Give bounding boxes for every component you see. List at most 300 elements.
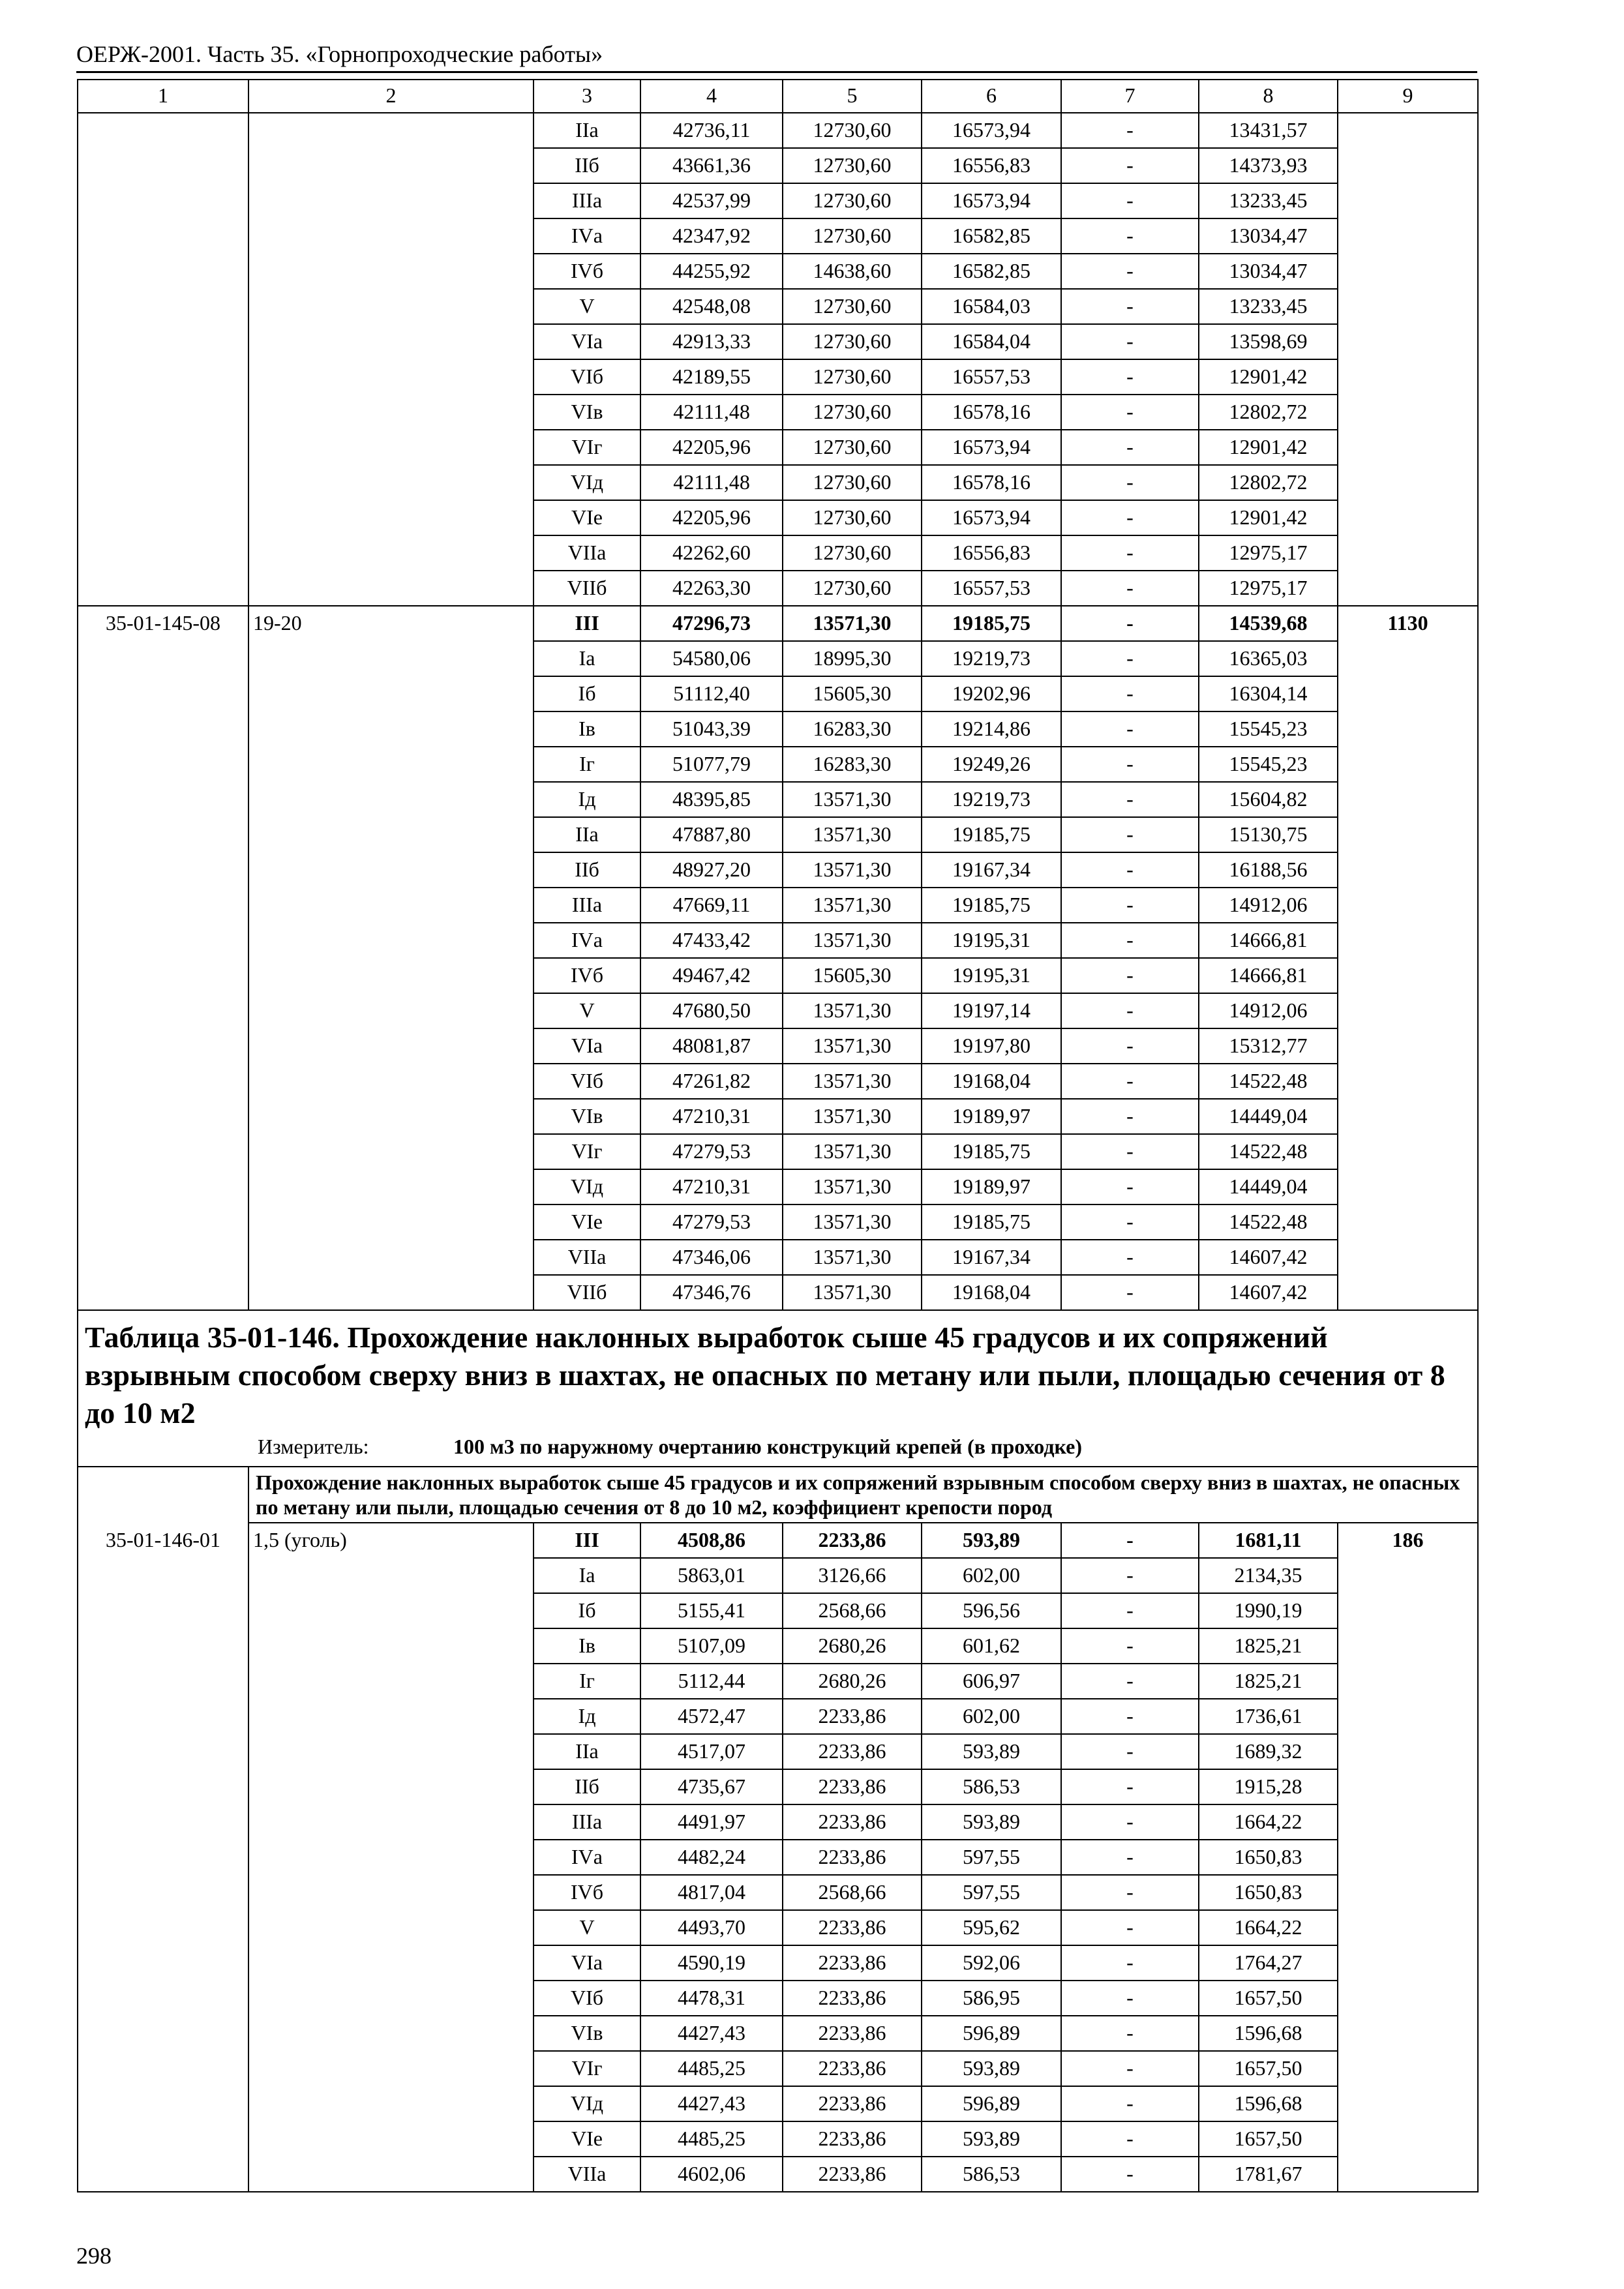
extra-cell bbox=[1338, 1204, 1478, 1240]
table-row bbox=[78, 1699, 1478, 1734]
value-cell: 1736,61 bbox=[1199, 1699, 1338, 1734]
extra-cell bbox=[1338, 676, 1478, 711]
value-cell: - bbox=[1061, 1558, 1199, 1593]
zone-cell: IIа bbox=[534, 113, 640, 148]
value-cell: 42263,30 bbox=[640, 571, 783, 606]
value-cell: - bbox=[1061, 1699, 1199, 1734]
value-cell: 14522,48 bbox=[1199, 1064, 1338, 1099]
extra-cell bbox=[1338, 218, 1478, 254]
value-cell: - bbox=[1061, 1840, 1199, 1875]
code-cell bbox=[78, 2086, 248, 2121]
param-cell bbox=[248, 1134, 534, 1169]
value-cell: 4602,06 bbox=[640, 2157, 783, 2192]
measure-value: 100 м3 по наружному очертанию конструкций крепей (в проходке) bbox=[453, 1435, 1083, 1458]
param-cell bbox=[248, 1028, 534, 1064]
value-cell: 19195,31 bbox=[922, 958, 1061, 993]
value-cell: - bbox=[1061, 1064, 1199, 1099]
table-row bbox=[78, 1240, 1478, 1275]
zone-cell: IIа bbox=[534, 1734, 640, 1769]
code-cell bbox=[78, 1028, 248, 1064]
extra-cell bbox=[1338, 1134, 1478, 1169]
param-cell bbox=[248, 641, 534, 676]
value-cell: 13571,30 bbox=[783, 993, 922, 1028]
zone-cell: IIIа bbox=[534, 1804, 640, 1840]
table-row bbox=[78, 2086, 1478, 2121]
value-cell: 5863,01 bbox=[640, 1558, 783, 1593]
value-cell: - bbox=[1061, 1134, 1199, 1169]
extra-cell bbox=[1338, 1169, 1478, 1204]
value-cell: - bbox=[1061, 817, 1199, 852]
value-cell: - bbox=[1061, 500, 1199, 535]
value-cell: 12730,60 bbox=[783, 324, 922, 359]
value-cell: 16283,30 bbox=[783, 711, 922, 747]
value-cell: 12730,60 bbox=[783, 359, 922, 395]
value-cell: 1689,32 bbox=[1199, 1734, 1338, 1769]
extra-cell bbox=[1338, 2051, 1478, 2086]
code-cell bbox=[78, 1169, 248, 1204]
value-cell: 2680,26 bbox=[783, 1628, 922, 1664]
value-cell: 597,55 bbox=[922, 1875, 1061, 1910]
value-cell: 16578,16 bbox=[922, 465, 1061, 500]
code-cell bbox=[78, 1134, 248, 1169]
table-row bbox=[78, 2157, 1478, 2192]
param-cell bbox=[248, 1169, 534, 1204]
value-cell: - bbox=[1061, 148, 1199, 183]
value-cell: 5107,09 bbox=[640, 1628, 783, 1664]
value-cell: 2680,26 bbox=[783, 1664, 922, 1699]
value-cell: - bbox=[1061, 535, 1199, 571]
rates-table bbox=[77, 79, 1479, 2192]
value-cell: 15604,82 bbox=[1199, 782, 1338, 817]
value-cell: 49467,42 bbox=[640, 958, 783, 993]
value-cell: 13571,30 bbox=[783, 1028, 922, 1064]
extra-cell bbox=[1338, 1981, 1478, 2016]
table-row bbox=[78, 1523, 1478, 1558]
value-cell: 1781,67 bbox=[1199, 2157, 1338, 2192]
table-row bbox=[78, 465, 1478, 500]
param-cell bbox=[248, 1204, 534, 1240]
param-cell bbox=[248, 1734, 534, 1769]
param-cell bbox=[248, 289, 534, 324]
table-row bbox=[78, 148, 1478, 183]
param-cell bbox=[248, 2121, 534, 2157]
value-cell: 16556,83 bbox=[922, 535, 1061, 571]
table-row bbox=[78, 395, 1478, 430]
value-cell: - bbox=[1061, 923, 1199, 958]
table-row bbox=[78, 958, 1478, 993]
code-cell bbox=[78, 113, 248, 148]
table-row bbox=[78, 289, 1478, 324]
zone-cell: VIг bbox=[534, 2051, 640, 2086]
table-row bbox=[78, 888, 1478, 923]
extra-cell bbox=[1338, 888, 1478, 923]
value-cell: - bbox=[1061, 1169, 1199, 1204]
param-cell bbox=[248, 1769, 534, 1804]
value-cell: 593,89 bbox=[922, 1734, 1061, 1769]
value-cell: 16584,03 bbox=[922, 289, 1061, 324]
table-row bbox=[78, 2051, 1478, 2086]
table-row bbox=[78, 1734, 1478, 1769]
value-cell: 13571,30 bbox=[783, 817, 922, 852]
zone-cell: VIIа bbox=[534, 2157, 640, 2192]
value-cell: 16578,16 bbox=[922, 395, 1061, 430]
value-cell: 14666,81 bbox=[1199, 958, 1338, 993]
zone-cell: VIд bbox=[534, 2086, 640, 2121]
param-cell bbox=[248, 747, 534, 782]
extra-cell bbox=[1338, 324, 1478, 359]
table-row bbox=[78, 2121, 1478, 2157]
table-row bbox=[78, 1204, 1478, 1240]
value-cell: 14912,06 bbox=[1199, 888, 1338, 923]
value-cell: 1825,21 bbox=[1199, 1628, 1338, 1664]
page-number: 298 bbox=[76, 2243, 112, 2269]
code-cell bbox=[78, 2051, 248, 2086]
value-cell: 16573,94 bbox=[922, 183, 1061, 218]
extra-cell bbox=[1338, 852, 1478, 888]
value-cell: 12975,17 bbox=[1199, 571, 1338, 606]
value-cell: 13233,45 bbox=[1199, 183, 1338, 218]
value-cell: 51043,39 bbox=[640, 711, 783, 747]
table-row bbox=[78, 2016, 1478, 2051]
table-row bbox=[78, 218, 1478, 254]
value-cell: 4427,43 bbox=[640, 2086, 783, 2121]
value-cell: - bbox=[1061, 1664, 1199, 1699]
value-cell: 19189,97 bbox=[922, 1099, 1061, 1134]
table-row bbox=[78, 1664, 1478, 1699]
value-cell: - bbox=[1061, 1875, 1199, 1910]
code-cell bbox=[78, 2157, 248, 2192]
param-cell bbox=[248, 782, 534, 817]
extra-cell bbox=[1338, 1734, 1478, 1769]
param-cell bbox=[248, 2086, 534, 2121]
value-cell: 13571,30 bbox=[783, 1275, 922, 1310]
zone-cell: Iа bbox=[534, 641, 640, 676]
value-cell: 42913,33 bbox=[640, 324, 783, 359]
param-cell: 19-20 bbox=[248, 606, 534, 641]
value-cell: 19197,14 bbox=[922, 993, 1061, 1028]
value-cell: 1657,50 bbox=[1199, 1981, 1338, 2016]
code-cell bbox=[78, 359, 248, 395]
value-cell: 2233,86 bbox=[783, 2051, 922, 2086]
table-row bbox=[78, 535, 1478, 571]
value-cell: 13571,30 bbox=[783, 1064, 922, 1099]
code-cell bbox=[78, 218, 248, 254]
param-cell bbox=[248, 711, 534, 747]
value-cell: - bbox=[1061, 1275, 1199, 1310]
table-row bbox=[78, 1910, 1478, 1945]
zone-cell: Iг bbox=[534, 747, 640, 782]
zone-cell: Iб bbox=[534, 676, 640, 711]
code-cell bbox=[78, 1275, 248, 1310]
value-cell: 42205,96 bbox=[640, 500, 783, 535]
code-cell bbox=[78, 958, 248, 993]
column-header: 9 bbox=[1338, 80, 1478, 113]
param-cell bbox=[248, 113, 534, 148]
value-cell: 13431,57 bbox=[1199, 113, 1338, 148]
extra-cell bbox=[1338, 289, 1478, 324]
extra-cell bbox=[1338, 1628, 1478, 1664]
measure-label: Измеритель: bbox=[258, 1435, 369, 1458]
value-cell: 42347,92 bbox=[640, 218, 783, 254]
extra-cell bbox=[1338, 1664, 1478, 1699]
value-cell: 1650,83 bbox=[1199, 1875, 1338, 1910]
value-cell: 15545,23 bbox=[1199, 747, 1338, 782]
value-cell: 19214,86 bbox=[922, 711, 1061, 747]
param-cell bbox=[248, 1628, 534, 1664]
param-cell bbox=[248, 324, 534, 359]
value-cell: 19202,96 bbox=[922, 676, 1061, 711]
value-cell: - bbox=[1061, 1240, 1199, 1275]
code-cell bbox=[78, 1664, 248, 1699]
value-cell: 16573,94 bbox=[922, 113, 1061, 148]
param-cell bbox=[248, 1240, 534, 1275]
value-cell: - bbox=[1061, 2086, 1199, 2121]
value-cell: - bbox=[1061, 324, 1199, 359]
code-cell bbox=[78, 923, 248, 958]
param-cell bbox=[248, 535, 534, 571]
extra-cell bbox=[1338, 1910, 1478, 1945]
value-cell: 596,89 bbox=[922, 2016, 1061, 2051]
extra-cell bbox=[1338, 1064, 1478, 1099]
value-cell: 42189,55 bbox=[640, 359, 783, 395]
table-row bbox=[78, 782, 1478, 817]
value-cell: 1825,21 bbox=[1199, 1664, 1338, 1699]
value-cell: 593,89 bbox=[922, 2051, 1061, 2086]
value-cell: 2233,86 bbox=[783, 1910, 922, 1945]
value-cell: 14522,48 bbox=[1199, 1134, 1338, 1169]
table-title: Таблица 35-01-146. Прохождение наклонных выработок сыше 45 градусов и их сопряжений взрывным способом сверху вниз в шахтах, не опасных по метану или пыли, площадью сечения от 8 до 10 м2 bbox=[85, 1321, 1445, 1429]
table-row bbox=[78, 1769, 1478, 1804]
value-cell: 47669,11 bbox=[640, 888, 783, 923]
value-cell: - bbox=[1061, 465, 1199, 500]
zone-cell: VIе bbox=[534, 2121, 640, 2157]
value-cell: 4482,24 bbox=[640, 1840, 783, 1875]
value-cell: 15605,30 bbox=[783, 676, 922, 711]
zone-cell: VIв bbox=[534, 1099, 640, 1134]
extra-cell bbox=[1338, 183, 1478, 218]
extra-cell bbox=[1338, 1699, 1478, 1734]
value-cell: 47887,80 bbox=[640, 817, 783, 852]
value-cell: 14373,93 bbox=[1199, 148, 1338, 183]
zone-cell: IVб bbox=[534, 1875, 640, 1910]
value-cell: 2233,86 bbox=[783, 1945, 922, 1981]
value-cell: 13571,30 bbox=[783, 606, 922, 641]
value-cell: 47210,31 bbox=[640, 1099, 783, 1134]
param-cell bbox=[248, 1064, 534, 1099]
extra-cell bbox=[1338, 2157, 1478, 2192]
code-cell bbox=[78, 465, 248, 500]
extra-cell bbox=[1338, 1028, 1478, 1064]
value-cell: 4590,19 bbox=[640, 1945, 783, 1981]
value-cell: 12730,60 bbox=[783, 289, 922, 324]
table-row bbox=[78, 1875, 1478, 1910]
extra-cell bbox=[1338, 817, 1478, 852]
code-cell bbox=[78, 1628, 248, 1664]
value-cell: 2233,86 bbox=[783, 1734, 922, 1769]
table-row bbox=[78, 1840, 1478, 1875]
param-cell bbox=[248, 218, 534, 254]
extra-cell bbox=[1338, 641, 1478, 676]
value-cell: 19195,31 bbox=[922, 923, 1061, 958]
value-cell: 15312,77 bbox=[1199, 1028, 1338, 1064]
zone-cell: IIб bbox=[534, 1769, 640, 1804]
table-title-row bbox=[78, 1310, 1478, 1467]
param-cell bbox=[248, 1099, 534, 1134]
value-cell: 13034,47 bbox=[1199, 254, 1338, 289]
value-cell: 16283,30 bbox=[783, 747, 922, 782]
value-cell: 16582,85 bbox=[922, 218, 1061, 254]
value-cell: 3126,66 bbox=[783, 1558, 922, 1593]
value-cell: - bbox=[1061, 711, 1199, 747]
code-cell: 35-01-145-08 bbox=[78, 606, 248, 641]
value-cell: 19219,73 bbox=[922, 641, 1061, 676]
table-row bbox=[78, 1169, 1478, 1204]
param-cell bbox=[248, 817, 534, 852]
value-cell: 13571,30 bbox=[783, 1169, 922, 1204]
value-cell: 4491,97 bbox=[640, 1804, 783, 1840]
value-cell: 13571,30 bbox=[783, 888, 922, 923]
code-cell bbox=[78, 254, 248, 289]
zone-cell: IVа bbox=[534, 1840, 640, 1875]
value-cell: 595,62 bbox=[922, 1910, 1061, 1945]
zone-cell: IVб bbox=[534, 958, 640, 993]
zone-cell: VIе bbox=[534, 1204, 640, 1240]
extra-cell bbox=[1338, 993, 1478, 1028]
code-cell bbox=[78, 395, 248, 430]
extra-cell bbox=[1338, 571, 1478, 606]
value-cell: 19167,34 bbox=[922, 1240, 1061, 1275]
table-row bbox=[78, 1028, 1478, 1064]
table-row bbox=[78, 1064, 1478, 1099]
value-cell: 13571,30 bbox=[783, 852, 922, 888]
value-cell: 602,00 bbox=[922, 1558, 1061, 1593]
param-cell bbox=[248, 359, 534, 395]
column-header: 2 bbox=[248, 80, 534, 113]
value-cell: - bbox=[1061, 852, 1199, 888]
value-cell: 12730,60 bbox=[783, 148, 922, 183]
value-cell: - bbox=[1061, 1523, 1199, 1558]
value-cell: - bbox=[1061, 993, 1199, 1028]
value-cell: 592,06 bbox=[922, 1945, 1061, 1981]
param-cell bbox=[248, 923, 534, 958]
value-cell: 43661,36 bbox=[640, 148, 783, 183]
extra-cell bbox=[1338, 2086, 1478, 2121]
value-cell: 15545,23 bbox=[1199, 711, 1338, 747]
value-cell: 12730,60 bbox=[783, 571, 922, 606]
value-cell: 42111,48 bbox=[640, 395, 783, 430]
zone-cell: VIв bbox=[534, 395, 640, 430]
extra-cell bbox=[1338, 1769, 1478, 1804]
extra-cell: 1130 bbox=[1338, 606, 1478, 641]
value-cell: 12802,72 bbox=[1199, 395, 1338, 430]
value-cell: 12730,60 bbox=[783, 183, 922, 218]
value-cell: 2233,86 bbox=[783, 2086, 922, 2121]
value-cell: - bbox=[1061, 395, 1199, 430]
value-cell: 14449,04 bbox=[1199, 1169, 1338, 1204]
value-cell: - bbox=[1061, 1734, 1199, 1769]
zone-cell: VIIб bbox=[534, 1275, 640, 1310]
value-cell: - bbox=[1061, 430, 1199, 465]
zone-cell: V bbox=[534, 289, 640, 324]
zone-cell: III bbox=[534, 1523, 640, 1558]
param-cell bbox=[248, 1593, 534, 1628]
value-cell: - bbox=[1061, 2157, 1199, 2192]
param-cell: 1,5 (уголь) bbox=[248, 1523, 534, 1558]
value-cell: 1990,19 bbox=[1199, 1593, 1338, 1628]
zone-cell: VIа bbox=[534, 324, 640, 359]
code-cell bbox=[78, 1804, 248, 1840]
value-cell: - bbox=[1061, 1981, 1199, 2016]
zone-cell: IVб bbox=[534, 254, 640, 289]
code-cell bbox=[78, 324, 248, 359]
code-cell bbox=[78, 571, 248, 606]
value-cell: - bbox=[1061, 606, 1199, 641]
value-cell: 13571,30 bbox=[783, 1204, 922, 1240]
table-row bbox=[78, 1945, 1478, 1981]
value-cell: 1596,68 bbox=[1199, 2016, 1338, 2051]
param-cell bbox=[248, 2051, 534, 2086]
zone-cell: IVа bbox=[534, 218, 640, 254]
value-cell: 19197,80 bbox=[922, 1028, 1061, 1064]
value-cell: 42537,99 bbox=[640, 183, 783, 218]
value-cell: 593,89 bbox=[922, 1804, 1061, 1840]
extra-cell bbox=[1338, 1558, 1478, 1593]
code-cell: 35-01-146-01 bbox=[78, 1523, 248, 1558]
zone-cell: Iв bbox=[534, 711, 640, 747]
code-cell bbox=[78, 183, 248, 218]
value-cell: 44255,92 bbox=[640, 254, 783, 289]
table-row bbox=[78, 359, 1478, 395]
code-cell bbox=[78, 711, 248, 747]
code-cell bbox=[78, 1558, 248, 1593]
value-cell: 14539,68 bbox=[1199, 606, 1338, 641]
value-cell: - bbox=[1061, 1099, 1199, 1134]
column-header-row bbox=[78, 80, 1478, 113]
value-cell: - bbox=[1061, 888, 1199, 923]
param-cell bbox=[248, 1910, 534, 1945]
value-cell: 19219,73 bbox=[922, 782, 1061, 817]
value-cell: - bbox=[1061, 676, 1199, 711]
value-cell: 51112,40 bbox=[640, 676, 783, 711]
zone-cell: VIв bbox=[534, 2016, 640, 2051]
extra-cell bbox=[1338, 2121, 1478, 2157]
value-cell: 1764,27 bbox=[1199, 1945, 1338, 1981]
value-cell: - bbox=[1061, 747, 1199, 782]
code-cell bbox=[78, 676, 248, 711]
value-cell: 14607,42 bbox=[1199, 1275, 1338, 1310]
value-cell: 13571,30 bbox=[783, 1099, 922, 1134]
extra-cell bbox=[1338, 1099, 1478, 1134]
zone-cell: Iд bbox=[534, 1699, 640, 1734]
extra-cell bbox=[1338, 359, 1478, 395]
table-row bbox=[78, 641, 1478, 676]
value-cell: 596,89 bbox=[922, 2086, 1061, 2121]
code-cell bbox=[78, 1875, 248, 1910]
value-cell: - bbox=[1061, 1769, 1199, 1804]
extra-cell bbox=[1338, 1240, 1478, 1275]
zone-cell: Iб bbox=[534, 1593, 640, 1628]
code-cell bbox=[78, 1699, 248, 1734]
value-cell: 19168,04 bbox=[922, 1275, 1061, 1310]
value-cell: 19185,75 bbox=[922, 888, 1061, 923]
extra-cell bbox=[1338, 1840, 1478, 1875]
extra-cell: 186 bbox=[1338, 1523, 1478, 1558]
table-row bbox=[78, 606, 1478, 641]
param-cell bbox=[248, 958, 534, 993]
zone-cell: Iв bbox=[534, 1628, 640, 1664]
value-cell: 4427,43 bbox=[640, 2016, 783, 2051]
param-cell bbox=[248, 2157, 534, 2192]
